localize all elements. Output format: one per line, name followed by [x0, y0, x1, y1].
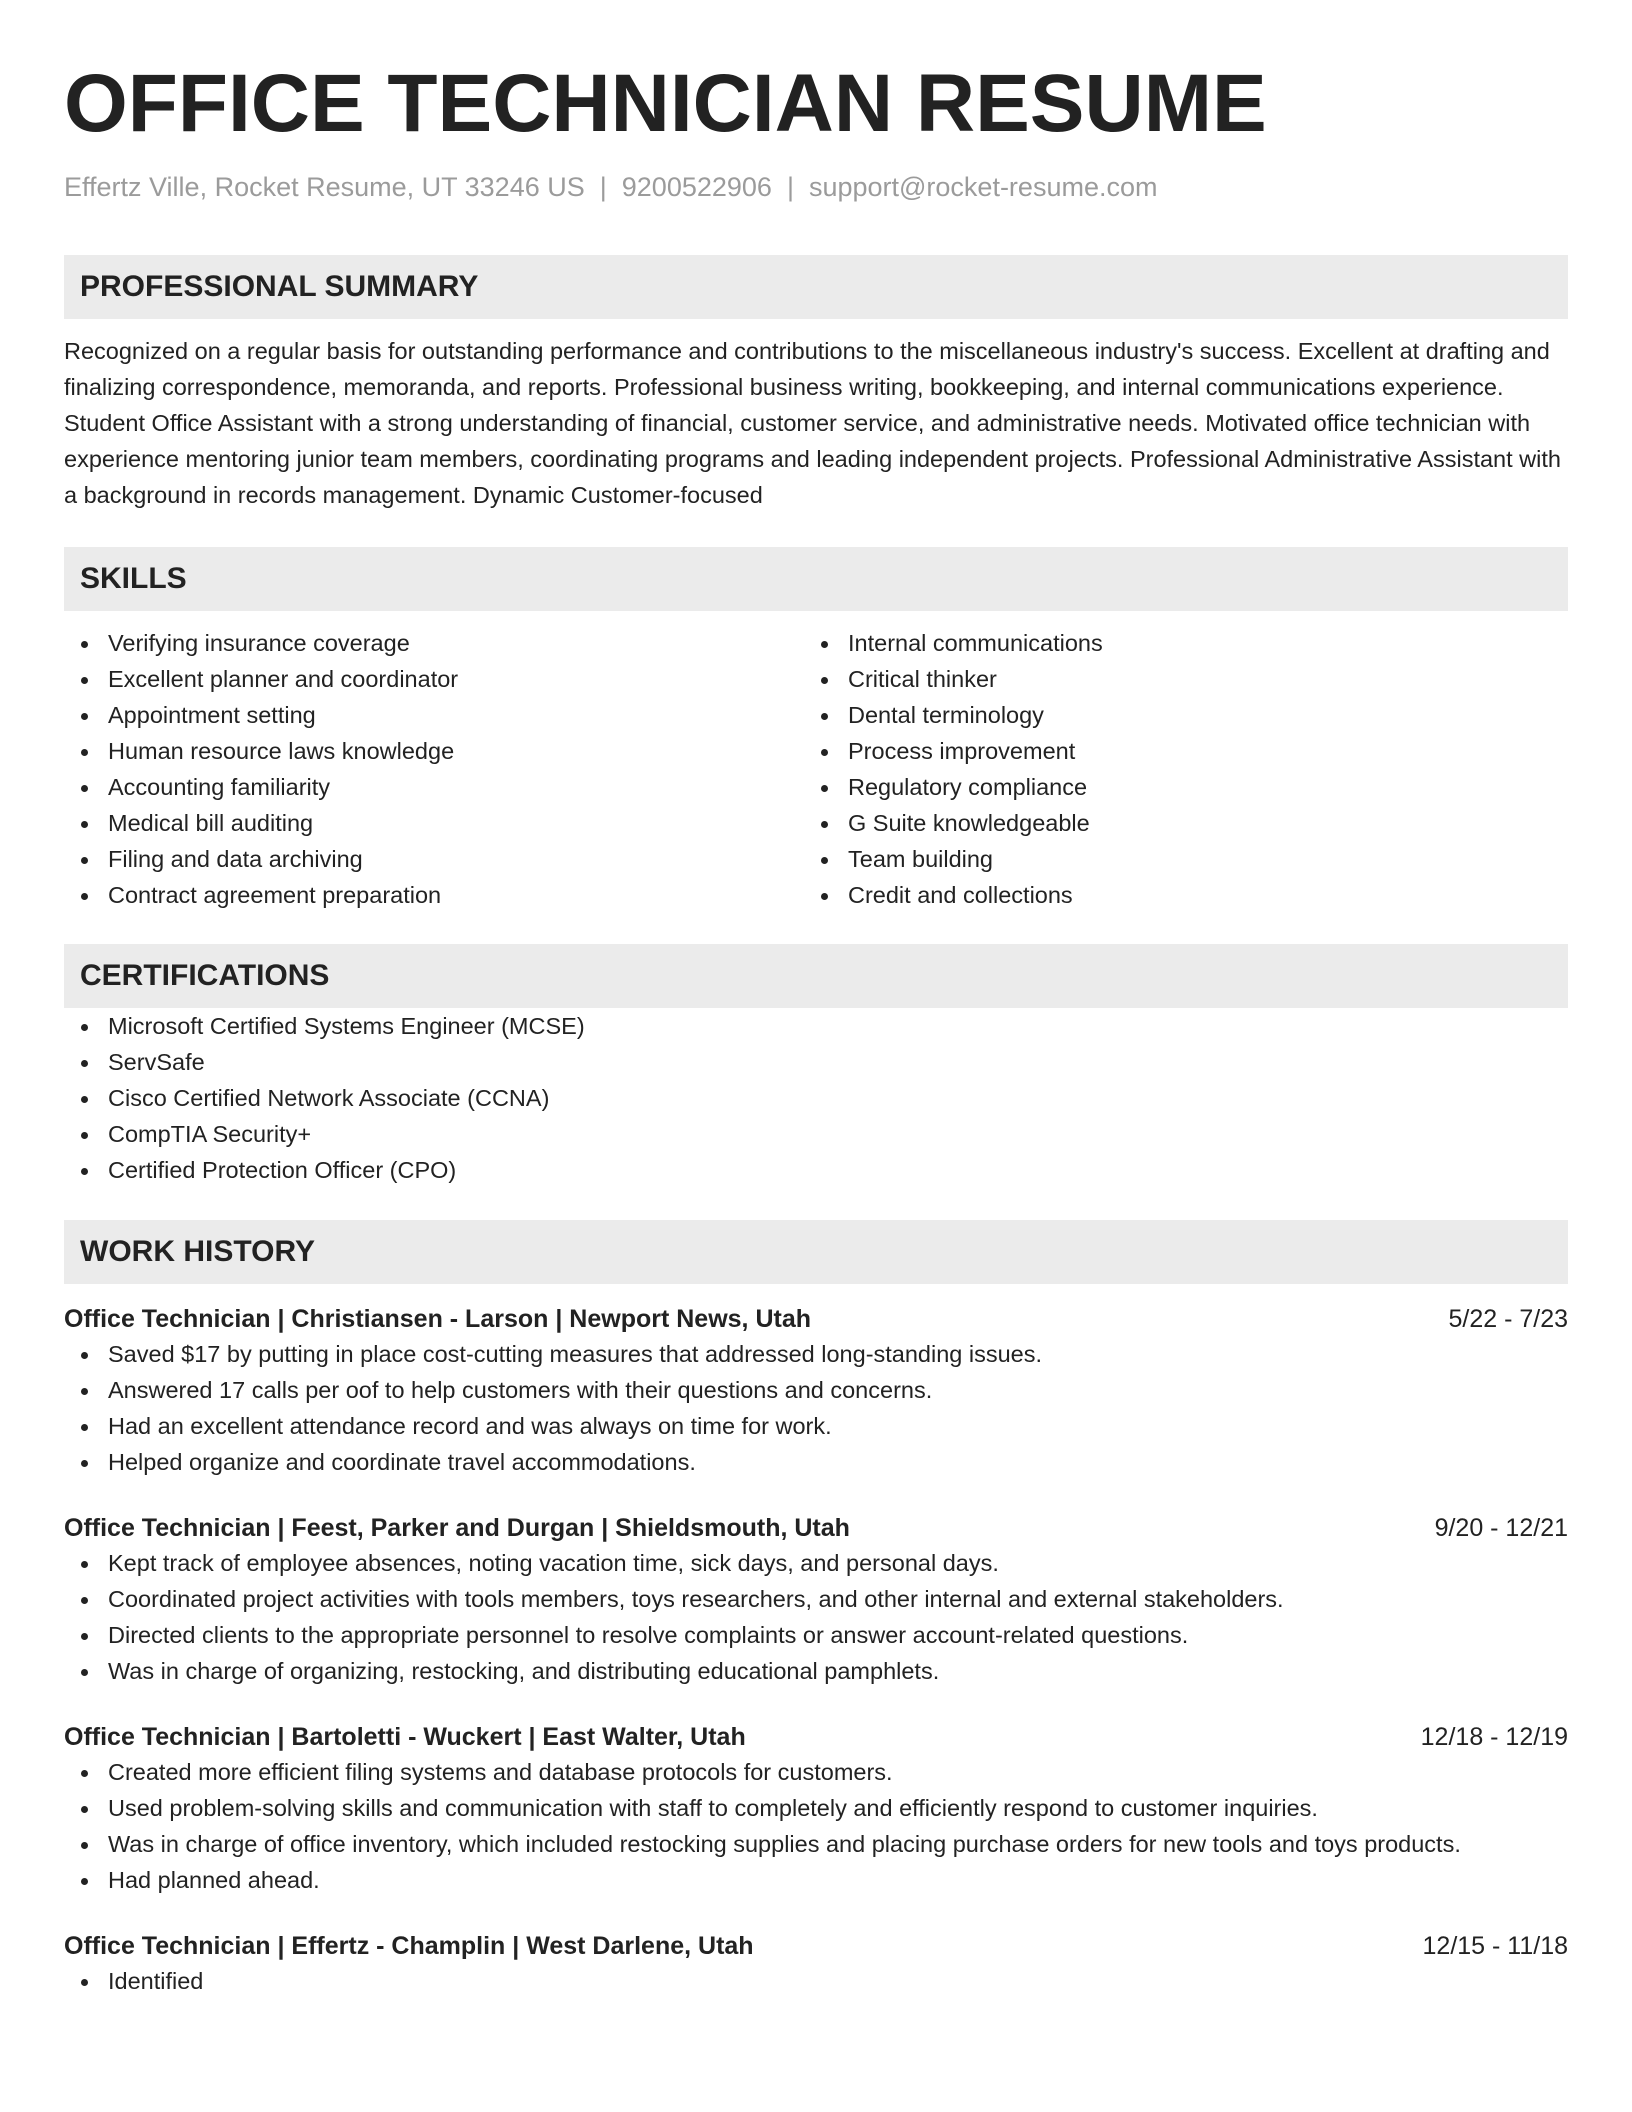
skills-list-left: [64, 625, 804, 913]
work-history-heading: WORK HISTORY: [64, 1220, 1568, 1284]
skill-item: Appointment setting: [64, 697, 804, 733]
job-title: Office Technician | Bartoletti - Wuckert | East Walter, Utah: [64, 1723, 746, 1751]
job-bullet: Identified: [64, 1963, 1568, 1999]
contact-address: Effertz Ville, Rocket Resume, UT 33246 US: [64, 172, 585, 202]
job-dates: 5/22 - 7/23: [1448, 1305, 1568, 1333]
contact-line: [64, 170, 1568, 204]
skill-item: Human resource laws knowledge: [64, 733, 804, 769]
job-bullet: Kept track of employee absences, noting vacation time, sick days, and personal days.: [64, 1545, 1568, 1581]
certification-item: Microsoft Certified Systems Engineer (MCSE): [64, 1008, 1568, 1044]
job-title: Office Technician | Effertz - Champlin | West Darlene, Utah: [64, 1932, 754, 1960]
job-header: [64, 1720, 1568, 1754]
skill-item: Verifying insurance coverage: [64, 625, 804, 661]
job-entry: [64, 1511, 1568, 1689]
skill-item: Team building: [804, 841, 1544, 877]
skill-item: Process improvement: [804, 733, 1544, 769]
skills-section: [64, 547, 1568, 913]
summary-section: [64, 255, 1568, 513]
job-bullet: Had planned ahead.: [64, 1862, 1568, 1898]
certifications-section: [64, 944, 1568, 1188]
skills-list-right: [804, 625, 1544, 913]
job-bullets: [64, 1754, 1568, 1898]
summary-heading: PROFESSIONAL SUMMARY: [64, 255, 1568, 319]
skill-item: Excellent planner and coordinator: [64, 661, 804, 697]
job-header: [64, 1929, 1568, 1963]
work-history-section: [64, 1220, 1568, 1999]
job-bullet: Saved $17 by putting in place cost-cutting measures that addressed long-standing issues.: [64, 1336, 1568, 1372]
skills-heading: SKILLS: [64, 547, 1568, 611]
job-entry: [64, 1302, 1568, 1480]
job-bullet: Was in charge of organizing, restocking, and distributing educational pamphlets.: [64, 1653, 1568, 1689]
contact-separator: |: [786, 172, 794, 202]
job-bullet: Coordinated project activities with tools members, toys researchers, and other internal and external stakeholders.: [64, 1581, 1568, 1617]
job-title: Office Technician | Christiansen - Larson | Newport News, Utah: [64, 1305, 811, 1333]
skill-item: Contract agreement preparation: [64, 877, 804, 913]
skill-item: Critical thinker: [804, 661, 1544, 697]
job-bullet: Used problem-solving skills and communication with staff to completely and efficiently respond to customer inquiries.: [64, 1790, 1568, 1826]
job-bullets: [64, 1336, 1568, 1480]
job-bullet: Created more efficient filing systems and database protocols for customers.: [64, 1754, 1568, 1790]
summary-text: Recognized on a regular basis for outstanding performance and contributions to the miscellaneous industry's success. Excellent at drafting and finalizing correspondence, memoranda, and reports. Professional business writing, bookkeeping, and internal communications experience. Student Office Assistant with a strong understanding of financial, customer service, and administrative needs. Motivated office technician with experience mentoring junior team members, coordinating programs and leading independent projects. Professional Administrative Assistant with a background in records management. Dynamic Customer-focused: [64, 338, 1561, 508]
job-title: Office Technician | Feest, Parker and Durgan | Shieldsmouth, Utah: [64, 1514, 850, 1542]
certification-item: ServSafe: [64, 1044, 1568, 1080]
job-header: [64, 1511, 1568, 1545]
job-bullet: Was in charge of office inventory, which included restocking supplies and placing purchase orders for new tools and toys products.: [64, 1826, 1568, 1862]
skill-item: Filing and data archiving: [64, 841, 804, 877]
skill-item: Regulatory compliance: [804, 769, 1544, 805]
skills-columns: [64, 625, 1568, 913]
job-entry: [64, 1929, 1568, 1999]
resume-title: OFFICE TECHNICIAN RESUME: [64, 58, 1267, 149]
certifications-list: [64, 1008, 1568, 1188]
skill-item: Medical bill auditing: [64, 805, 804, 841]
job-entry: [64, 1720, 1568, 1898]
certifications-heading: CERTIFICATIONS: [64, 944, 1568, 1008]
job-bullet: Had an excellent attendance record and was always on time for work.: [64, 1408, 1568, 1444]
skill-item: Dental terminology: [804, 697, 1544, 733]
contact-separator: |: [599, 172, 607, 202]
skill-item: G Suite knowledgeable: [804, 805, 1544, 841]
contact-phone: 9200522906: [621, 172, 772, 202]
contact-email: support@rocket-resume.com: [808, 172, 1158, 202]
skill-item: Internal communications: [804, 625, 1544, 661]
job-bullets: [64, 1545, 1568, 1689]
certification-item: CompTIA Security+: [64, 1116, 1568, 1152]
certification-item: Certified Protection Officer (CPO): [64, 1152, 1568, 1188]
job-bullet: Helped organize and coordinate travel accommodations.: [64, 1444, 1568, 1480]
job-dates: 12/18 - 12/19: [1420, 1723, 1568, 1751]
job-dates: 9/20 - 12/21: [1434, 1514, 1568, 1542]
job-bullet: Directed clients to the appropriate personnel to resolve complaints or answer account-related questions.: [64, 1617, 1568, 1653]
skill-item: Credit and collections: [804, 877, 1544, 913]
job-bullets: [64, 1963, 1568, 1999]
job-bullet: Answered 17 calls per oof to help customers with their questions and concerns.: [64, 1372, 1568, 1408]
job-header: [64, 1302, 1568, 1336]
job-dates: 12/15 - 11/18: [1422, 1932, 1568, 1960]
skill-item: Accounting familiarity: [64, 769, 804, 805]
certification-item: Cisco Certified Network Associate (CCNA): [64, 1080, 1568, 1116]
